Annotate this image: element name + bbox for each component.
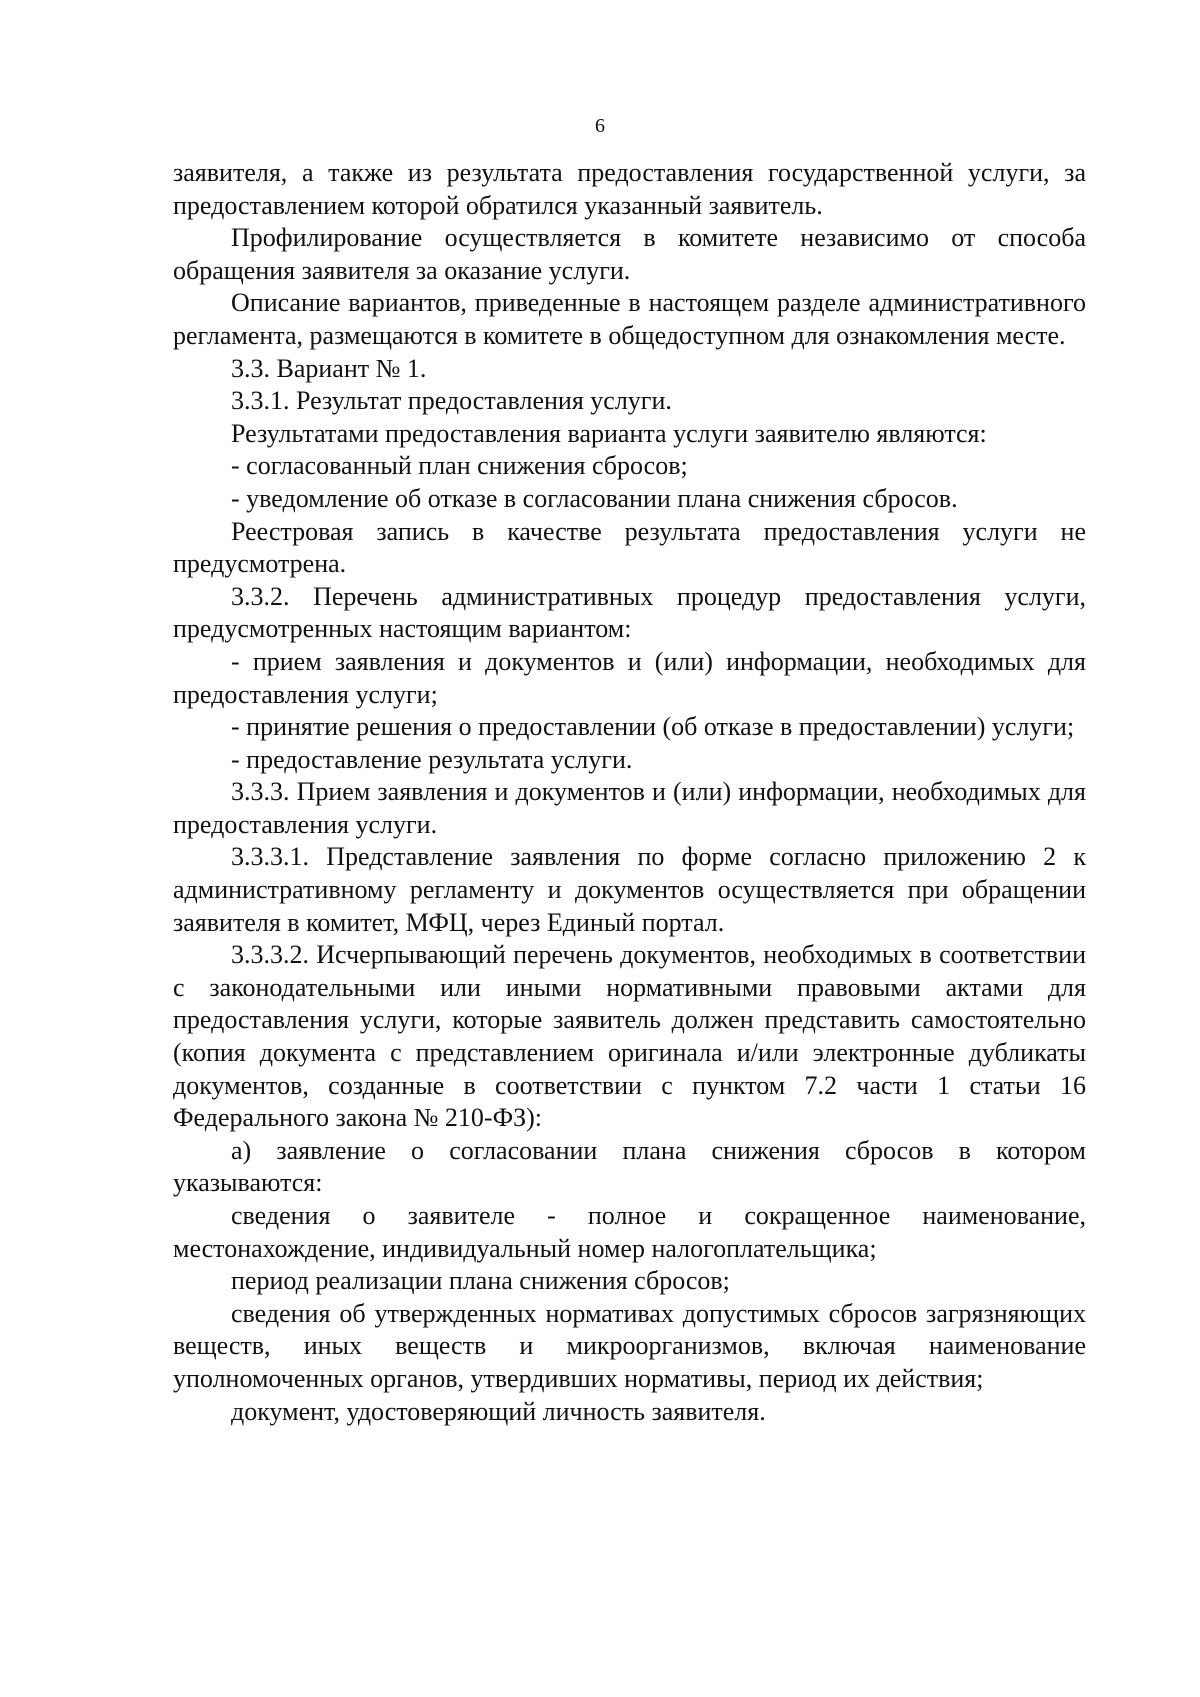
- list-item: - согласованный план снижения сбросов;: [231, 451, 688, 481]
- paragraph: сведения об утвержденных нормативах допустимых сбросов загрязняющих веществ, иных веществ и микроорганизмов, включая наименование уполномоченных органов, утвердивших нормативы, период их действия;: [173, 1298, 1086, 1393]
- list-item: - прием заявления и документов и (или) информации, необходимых для предоставления услуги;: [173, 646, 1086, 709]
- paragraph: 3.3.3.2. Исчерпывающий перечень документов, необходимых в соответствии с законодательными или иными нормативными правовыми актами для предоставления услуги, которые заявитель должен представить самостоятельно (копия документа с представлением оригинала и/или электронные дубликаты документов, созданные в соответствии с пунктом 7.2 части 1 статьи 16 Федерального закона № 210-ФЗ):: [173, 940, 1086, 1133]
- list-item: - предоставление результата услуги.: [231, 744, 633, 774]
- subsection-heading: 3.3.1. Результат предоставления услуги.: [231, 386, 672, 416]
- subsection-heading: 3.3.3. Прием заявления и документов и (или) информации, необходимых для предоставления услуги.: [173, 777, 1086, 839]
- subsection-heading: 3.3.2. Перечень административных процедур предоставления услуги, предусмотренных настоящим вариантом:: [173, 581, 1086, 644]
- paragraph: период реализации плана снижения сбросов;: [231, 1266, 730, 1296]
- paragraph: сведения о заявителе - полное и сокращенное наименование, местонахождение, индивидуальный номер налогоплательщика;: [173, 1201, 1086, 1263]
- paragraph: 3.3.3.1. Представление заявления по форме согласно приложению 2 к административному регламенту и документов осуществляется при обращении заявителя в комитет, МФЦ, через Единый портал.: [173, 842, 1086, 937]
- section-heading: 3.3. Вариант № 1.: [231, 353, 427, 383]
- paragraph: Описание вариантов, приведенные в настоящем разделе административного регламента, размещаются в комитете в общедоступном для ознакомления месте.: [173, 288, 1086, 350]
- list-item: - уведомление об отказе в согласовании плана снижения сбросов.: [231, 483, 958, 513]
- document-body: [173, 157, 1086, 1428]
- paragraph: Реестровая запись в качестве результата предоставления услуги не предусмотрена.: [173, 516, 1086, 579]
- list-item: а) заявление о согласовании плана снижения сбросов в котором указываются:: [173, 1135, 1086, 1198]
- paragraph: Профилирование осуществляется в комитете независимо от способа обращения заявителя за оказание услуги.: [173, 223, 1086, 285]
- list-item: - принятие решения о предоставлении (об отказе в предоставлении) услуги;: [231, 712, 1075, 742]
- paragraph: документ, удостоверяющий личность заявителя.: [231, 1396, 766, 1426]
- paragraph: заявителя, а также из результата предоставления государственной услуги, за предоставлением которой обратился указанный заявитель.: [173, 158, 1086, 220]
- page-number: 6: [595, 115, 605, 137]
- paragraph: Результатами предоставления варианта услуги заявителю являются:: [231, 418, 987, 448]
